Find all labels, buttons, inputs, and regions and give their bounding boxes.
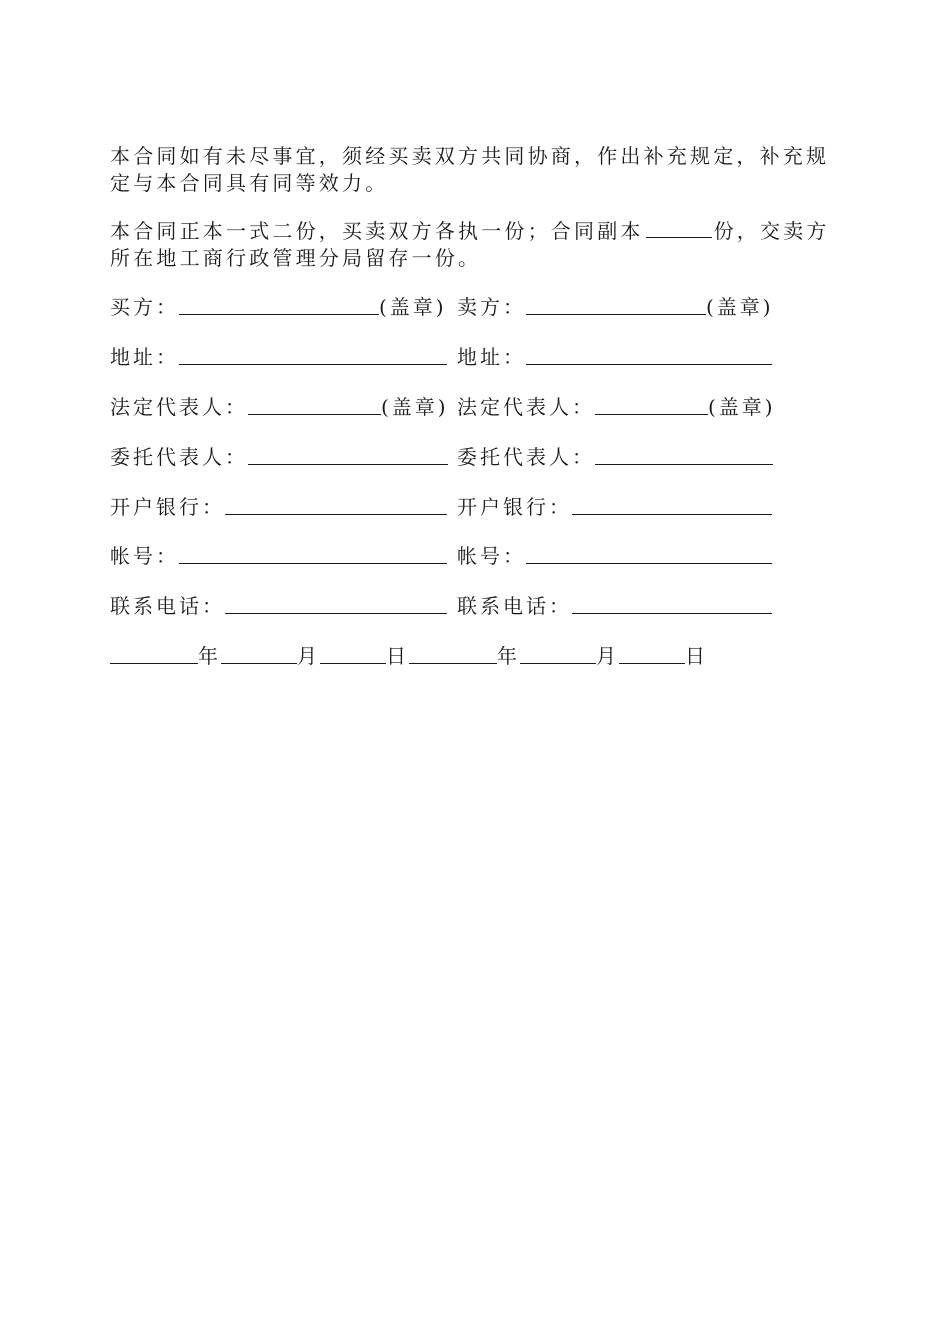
seller-month-unit: 月 bbox=[596, 644, 619, 668]
phone-row bbox=[110, 591, 850, 621]
seller-day-unit: 日 bbox=[685, 644, 708, 668]
buyer-blank[interactable] bbox=[179, 292, 379, 315]
seller-address-label: 地址： bbox=[457, 345, 526, 369]
seller-account-blank[interactable] bbox=[526, 541, 772, 564]
bank-row bbox=[110, 492, 850, 522]
seller-phone-cell bbox=[457, 591, 772, 621]
buyer-day-unit: 日 bbox=[386, 644, 409, 668]
clause-copies bbox=[110, 218, 842, 272]
buyer-agent-blank[interactable] bbox=[248, 442, 448, 465]
seller-account-label: 帐号： bbox=[457, 544, 526, 568]
buyer-month-unit: 月 bbox=[297, 644, 320, 668]
buyer-address-label: 地址： bbox=[110, 345, 179, 369]
clause-copies-text-before: 本合同正本一式二份，买卖双方各执一份；合同副本 bbox=[110, 219, 644, 243]
seller-legal-rep-seal: (盖章) bbox=[708, 395, 776, 419]
seller-label: 卖方： bbox=[457, 295, 526, 319]
account-row bbox=[110, 541, 850, 571]
buyer-agent-cell bbox=[110, 442, 448, 472]
seller-legal-rep-label: 法定代表人： bbox=[457, 395, 595, 419]
agent-row bbox=[110, 442, 850, 472]
seller-address-blank[interactable] bbox=[526, 342, 772, 365]
seller-phone-blank[interactable] bbox=[572, 591, 772, 614]
buyer-month-blank[interactable] bbox=[221, 641, 297, 664]
clause-copies-text-after: 份，交卖方所在地工商行政管理分局留存一份。 bbox=[110, 219, 830, 270]
buyer-address-cell bbox=[110, 342, 447, 372]
buyer-legal-rep-cell bbox=[110, 392, 449, 422]
seller-month-blank[interactable] bbox=[520, 641, 596, 664]
buyer-account-cell bbox=[110, 541, 447, 571]
date-row bbox=[110, 641, 850, 671]
seller-legal-rep-cell bbox=[457, 392, 776, 422]
buyer-legal-rep-label: 法定代表人： bbox=[110, 395, 248, 419]
buyer-cell bbox=[110, 292, 447, 322]
buyer-phone-label: 联系电话： bbox=[110, 594, 225, 618]
buyer-legal-rep-seal: (盖章) bbox=[381, 395, 449, 419]
buyer-day-blank[interactable] bbox=[320, 641, 386, 664]
seller-day-blank[interactable] bbox=[619, 641, 685, 664]
buyer-year-blank[interactable] bbox=[110, 641, 198, 664]
buyer-year-unit: 年 bbox=[198, 644, 221, 668]
buyer-account-blank[interactable] bbox=[179, 541, 447, 564]
seller-bank-blank[interactable] bbox=[572, 492, 772, 515]
buyer-phone-cell bbox=[110, 591, 447, 621]
address-row bbox=[110, 342, 850, 372]
seller-bank-cell bbox=[457, 492, 772, 522]
party-row bbox=[110, 292, 850, 322]
seller-account-cell bbox=[457, 541, 772, 571]
buyer-label: 买方： bbox=[110, 295, 179, 319]
date-line bbox=[110, 641, 708, 671]
seller-agent-label: 委托代表人： bbox=[457, 445, 595, 469]
seller-address-cell bbox=[457, 342, 772, 372]
buyer-bank-blank[interactable] bbox=[225, 492, 447, 515]
legal-rep-row bbox=[110, 392, 850, 422]
copies-count-blank[interactable] bbox=[646, 219, 712, 238]
seller-agent-blank[interactable] bbox=[595, 442, 773, 465]
buyer-bank-cell bbox=[110, 492, 447, 522]
seller-year-unit: 年 bbox=[497, 644, 520, 668]
buyer-agent-label: 委托代表人： bbox=[110, 445, 248, 469]
seller-cell bbox=[457, 292, 774, 322]
buyer-account-label: 帐号： bbox=[110, 544, 179, 568]
seller-seal: (盖章) bbox=[706, 295, 774, 319]
seller-agent-cell bbox=[457, 442, 773, 472]
buyer-legal-rep-blank[interactable] bbox=[248, 392, 381, 415]
seller-year-blank[interactable] bbox=[409, 641, 497, 664]
seller-blank[interactable] bbox=[526, 292, 706, 315]
clause-supplementary: 本合同如有未尽事宜，须经买卖双方共同协商，作出补充规定，补充规定与本合同具有同等效力。 bbox=[110, 144, 830, 195]
buyer-address-blank[interactable] bbox=[179, 342, 447, 365]
seller-bank-label: 开户银行： bbox=[457, 495, 572, 519]
buyer-phone-blank[interactable] bbox=[225, 591, 447, 614]
seller-legal-rep-blank[interactable] bbox=[595, 392, 708, 415]
buyer-seal: (盖章) bbox=[379, 295, 447, 319]
seller-phone-label: 联系电话： bbox=[457, 594, 572, 618]
buyer-bank-label: 开户银行： bbox=[110, 495, 225, 519]
